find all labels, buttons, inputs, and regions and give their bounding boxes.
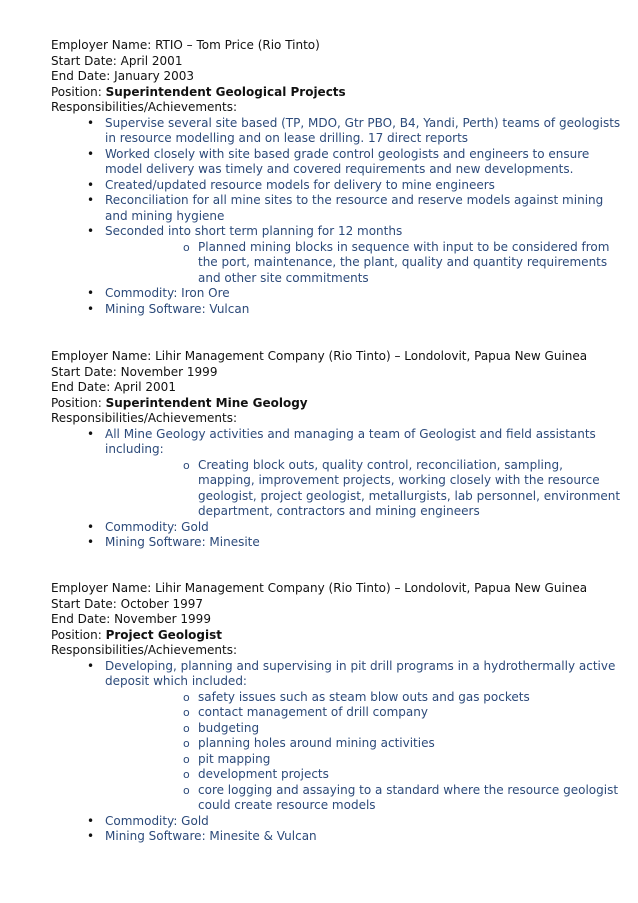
sub-list-item: o budgeting (105, 721, 621, 737)
list-item: • Created/updated resource models for delivery to mine engineers (51, 178, 621, 194)
list-item: • All Mine Geology activities and managing a team of Geologist and field assistants including: o Creating block outs, quality control, reconciliation, sampling, mapping, improvement projects, working closely with the resource geologist, project geologist, metallurgists, lab personnel, environment department, contractors and mining engineers (51, 427, 621, 520)
sub-list-item: o Creating block outs, quality control, reconciliation, sampling, mapping, improvement projects, working closely with the resource geologist, project geologist, metallurgists, lab personnel, environment department, contractors and mining engineers (105, 458, 621, 520)
list-item: • Commodity: Gold (51, 520, 621, 536)
position-line: Position: Superintendent Geological Projects (51, 84, 346, 99)
start-date: April 2001 (120, 53, 183, 68)
sub-list-item: o core logging and assaying to a standard where the resource geologist could create resource models (105, 783, 621, 814)
sub-list-item: o contact management of drill company (105, 705, 621, 721)
responsibilities-list (51, 659, 621, 845)
sub-list-item: o planning holes around mining activities (105, 736, 621, 752)
responsibilities-list (51, 116, 621, 318)
employer-line: Employer Name: Lihir Management Company (Rio Tinto) – Londolovit, Papua New Guinea (51, 581, 588, 595)
list-item: • Developing, planning and supervising in pit drill programs in a hydrothermally active deposit which included: o safety issues such as steam blow outs and gas pockets o contact management of drill company o budgeting o planning holes around mining activities o pit mapping o development projects o core logging and assaying to a standard where the resource geologist could create resource models (51, 659, 621, 814)
responsibilities-heading: Responsibilities/Achievements: (51, 643, 237, 657)
job-entry (51, 349, 621, 551)
end-date: January 2003 (114, 69, 195, 83)
position-title: Superintendent Geological Projects (105, 84, 346, 99)
employer-name: RTIO – Tom Price (Rio Tinto) (155, 38, 320, 52)
start-date-line: Start Date: April 2001 (51, 53, 183, 68)
end-date-line: End Date: April 2001 (51, 380, 176, 394)
list-item: • Commodity: Iron Ore (51, 286, 621, 302)
responsibilities-heading: Responsibilities/Achievements: (51, 100, 237, 114)
list-item: • Supervise several site based (TP, MDO, Gtr PBO, B4, Yandi, Perth) teams of geologists in resource modelling and on lease drilling. 17 direct reports (51, 116, 621, 147)
end-date: November 1999 (114, 612, 211, 626)
list-item: • Reconciliation for all mine sites to the resource and reserve models against mining and mining hygiene (51, 193, 621, 224)
sub-list (105, 690, 621, 814)
sub-list (105, 240, 621, 287)
start-date: October 1997 (120, 596, 204, 611)
position-title: Project Geologist (105, 627, 223, 642)
end-date-line: End Date: November 1999 (51, 612, 211, 626)
sub-list-item: o safety issues such as steam blow outs and gas pockets (105, 690, 621, 706)
list-item: • Mining Software: Minesite & Vulcan (51, 829, 621, 845)
position-title: Superintendent Mine Geology (105, 395, 308, 410)
start-date-line: Start Date: November 1999 (51, 364, 218, 379)
sub-list-item: o pit mapping (105, 752, 621, 768)
employer-line: Employer Name: RTIO – Tom Price (Rio Tinto) (51, 38, 320, 52)
list-item: • Commodity: Gold (51, 814, 621, 830)
position-line: Position: Superintendent Mine Geology (51, 395, 308, 410)
end-date: April 2001 (114, 380, 176, 394)
end-date-line: End Date: January 2003 (51, 69, 195, 83)
start-date-line: Start Date: October 1997 (51, 596, 204, 611)
sub-list-item: o development projects (105, 767, 621, 783)
responsibilities-heading: Responsibilities/Achievements: (51, 411, 237, 425)
list-item: • Worked closely with site based grade control geologists and engineers to ensure model delivery was timely and covered requirements and new developments. (51, 147, 621, 178)
job-entry (51, 38, 621, 317)
job-entry (51, 581, 621, 845)
sub-list (105, 458, 621, 520)
list-item: • Seconded into short term planning for 12 months o Planned mining blocks in sequence with input to be considered from the port, maintenance, the plant, quality and quantity requirements and other site commitments (51, 224, 621, 286)
employer-name: Lihir Management Company (Rio Tinto) – Londolovit, Papua New Guinea (155, 581, 588, 595)
list-item: • Mining Software: Vulcan (51, 302, 621, 318)
position-line: Position: Project Geologist (51, 627, 223, 642)
employer-line: Employer Name: Lihir Management Company (Rio Tinto) – Londolovit, Papua New Guinea (51, 349, 588, 363)
sub-list-item: o Planned mining blocks in sequence with input to be considered from the port, maintenance, the plant, quality and quantity requirements and other site commitments (105, 240, 621, 287)
list-item: • Mining Software: Minesite (51, 535, 621, 551)
responsibilities-list (51, 427, 621, 551)
employer-name: Lihir Management Company (Rio Tinto) – Londolovit, Papua New Guinea (155, 349, 588, 363)
start-date: November 1999 (120, 364, 218, 379)
